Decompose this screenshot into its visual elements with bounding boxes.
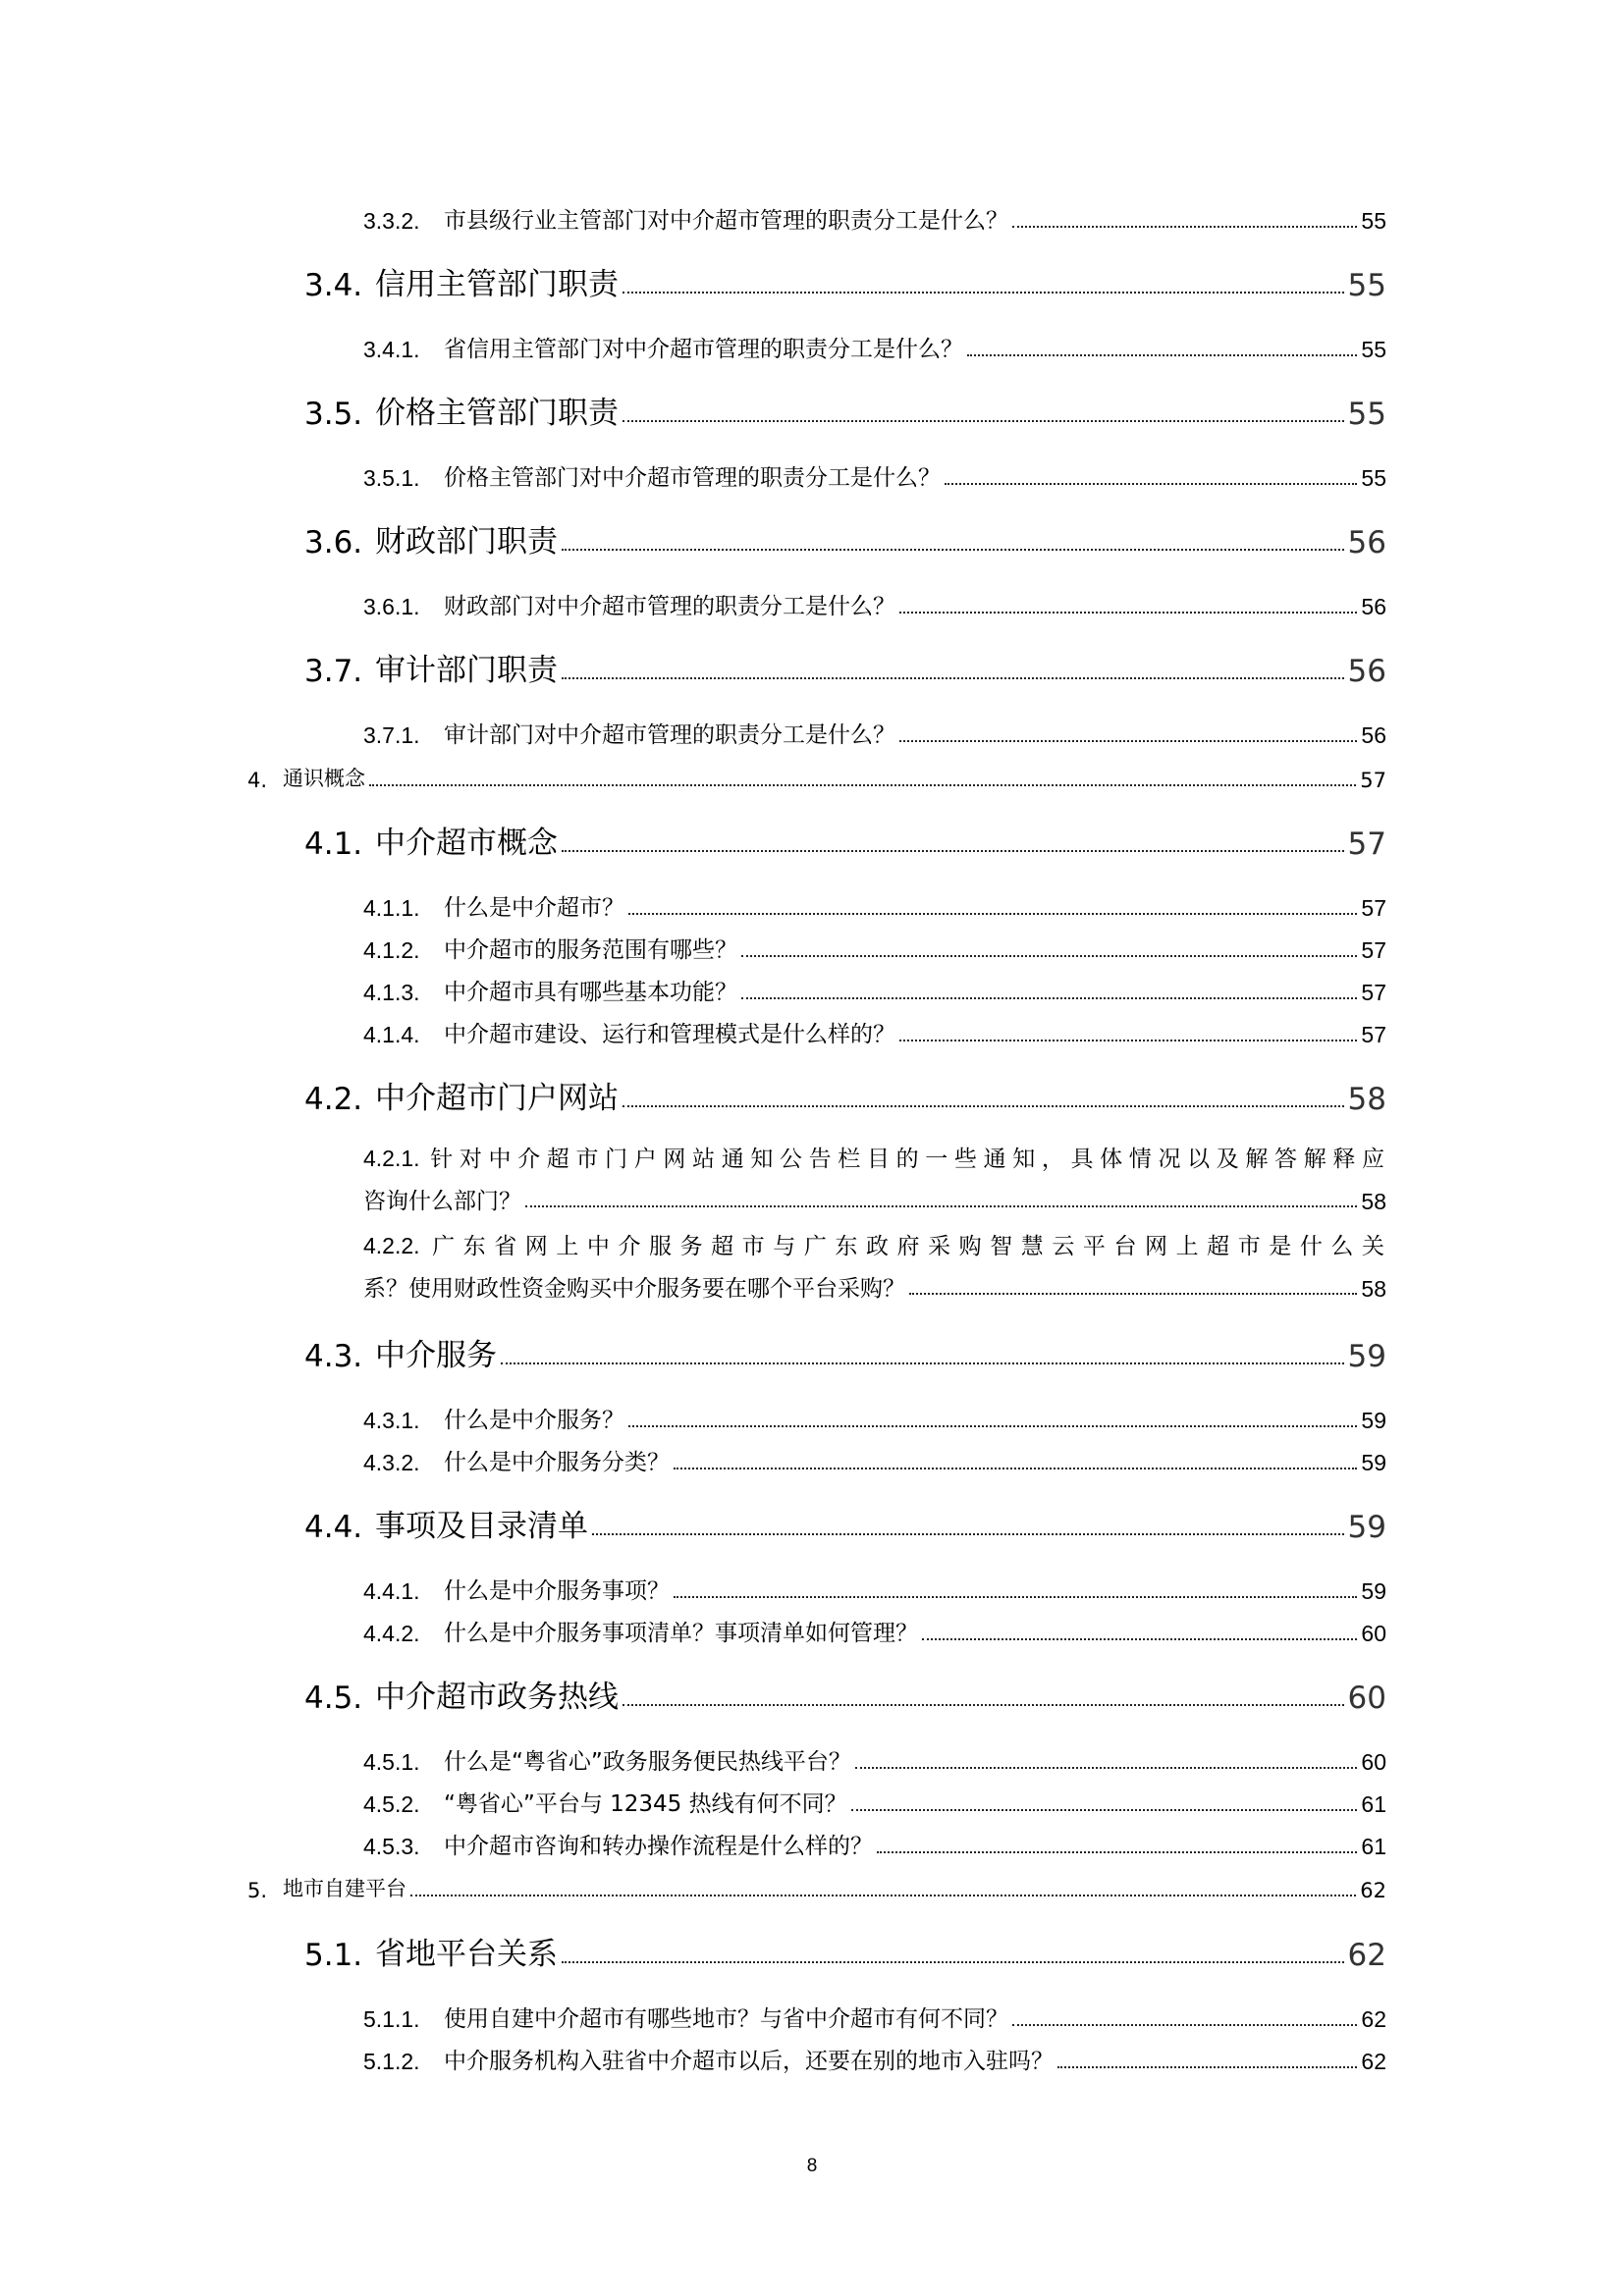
dot-leader xyxy=(623,1105,1344,1107)
dot-leader xyxy=(369,784,1356,786)
dot-leader xyxy=(623,292,1344,294)
toc-entry-3-7-1[interactable]: 3.7.1. 审计部门对中介超市管理的职责分工是什么？ 56 xyxy=(363,722,1386,748)
toc-entry-4-1-2[interactable]: 4.1.2. 中介超市的服务范围有哪些？ 57 xyxy=(363,937,1386,963)
dot-leader xyxy=(562,1961,1344,1963)
dot-leader xyxy=(741,955,1357,957)
dot-leader xyxy=(1012,226,1357,228)
toc-entry-4-3-2[interactable]: 4.3.2. 什么是中介服务分类？ 59 xyxy=(363,1450,1386,1475)
toc-entry-4-2-2[interactable]: 4.2.2. 广东省网上中介服务超市与广东政府采购智慧云平台网上超市是什么关 系？使用财政性资金购买中介服务要在哪个平台采购？ 58 xyxy=(363,1233,1386,1302)
toc-entry-3-7[interactable]: 3.7. 审计部门职责 56 xyxy=(304,653,1386,689)
toc-entry-4-5[interactable]: 4.5. 中介超市政务热线 60 xyxy=(304,1680,1386,1716)
page-number: 8 xyxy=(806,2156,818,2176)
toc-entry-3-3-2[interactable]: 3.3.2. 市县级行业主管部门对中介超市管理的职责分工是什么？ 55 xyxy=(363,208,1386,234)
dot-leader xyxy=(623,420,1344,422)
dot-leader xyxy=(501,1362,1344,1364)
toc-entry-4-5-3[interactable]: 4.5.3. 中介超市咨询和转办操作流程是什么样的？ 61 xyxy=(363,1834,1386,1859)
toc-entry-4-2-1[interactable]: 4.2.1. 针对中介超市门户网站通知公告栏目的一些通知，具体情况以及解答解释应 咨询什么部门？ 58 xyxy=(363,1146,1386,1214)
dot-leader xyxy=(562,549,1344,551)
dot-leader xyxy=(851,1809,1358,1811)
toc-entry-5-1[interactable]: 5.1. 省地平台关系 62 xyxy=(304,1937,1386,1973)
toc-entry-3-4[interactable]: 3.4. 信用主管部门职责 55 xyxy=(304,267,1386,303)
toc-entry-4-1-4[interactable]: 4.1.4. 中介超市建设、运行和管理模式是什么样的？ 57 xyxy=(363,1022,1386,1047)
dot-leader xyxy=(562,677,1344,679)
toc-entry-5-1-1[interactable]: 5.1.1. 使用自建中介超市有哪些地市？与省中介超市有何不同？ 62 xyxy=(363,2006,1386,2032)
toc-entry-4-4-2[interactable]: 4.4.2. 什么是中介服务事项清单？事项清单如何管理？ 60 xyxy=(363,1621,1386,1646)
toc-entry-3-6[interactable]: 3.6. 财政部门职责 56 xyxy=(304,524,1386,561)
dot-leader xyxy=(855,1767,1358,1769)
dot-leader xyxy=(899,612,1357,614)
toc-entry-3-6-1[interactable]: 3.6.1. 财政部门对中介超市管理的职责分工是什么？ 56 xyxy=(363,594,1386,619)
toc-entry-4-3[interactable]: 4.3. 中介服务 59 xyxy=(304,1338,1386,1374)
dot-leader xyxy=(410,1895,1356,1896)
dot-leader xyxy=(909,1293,1357,1295)
toc-entry-4-5-1[interactable]: 4.5.1. 什么是“粤省心”政务服务便民热线平台？ 60 xyxy=(363,1749,1386,1775)
dot-leader xyxy=(741,997,1357,999)
toc-entry-5-1-2[interactable]: 5.1.2. 中介服务机构入驻省中介超市以后，还要在别的地市入驻吗？ 62 xyxy=(363,2049,1386,2074)
dot-leader xyxy=(899,1040,1357,1041)
dot-leader xyxy=(899,740,1357,742)
toc-entry-3-5[interactable]: 3.5. 价格主管部门职责 55 xyxy=(304,396,1386,432)
toc-entry-4-1-3[interactable]: 4.1.3. 中介超市具有哪些基本功能？ 57 xyxy=(363,980,1386,1005)
dot-leader xyxy=(674,1468,1357,1469)
dot-leader xyxy=(623,1704,1344,1706)
toc-entry-5[interactable]: 5. 地市自建平台 62 xyxy=(247,1877,1386,1902)
dot-leader xyxy=(877,1851,1357,1853)
dot-leader xyxy=(525,1205,1357,1207)
toc-entry-3-4-1[interactable]: 3.4.1. 省信用主管部门对中介超市管理的职责分工是什么？ 55 xyxy=(363,337,1386,362)
toc-entry-4-2[interactable]: 4.2. 中介超市门户网站 58 xyxy=(304,1081,1386,1117)
toc-entry-4-4[interactable]: 4.4. 事项及目录清单 59 xyxy=(304,1509,1386,1545)
dot-leader xyxy=(628,913,1357,915)
dot-leader xyxy=(592,1533,1344,1535)
dot-leader xyxy=(1057,2066,1357,2068)
dot-leader xyxy=(674,1596,1357,1598)
toc-entry-4-3-1[interactable]: 4.3.1. 什么是中介服务？ 59 xyxy=(363,1408,1386,1433)
toc-entry-4-1[interactable]: 4.1. 中介超市概念 57 xyxy=(304,826,1386,862)
toc-entry-4-4-1[interactable]: 4.4.1. 什么是中介服务事项？ 59 xyxy=(363,1578,1386,1604)
dot-leader xyxy=(628,1425,1357,1427)
dot-leader xyxy=(945,483,1357,485)
dot-leader xyxy=(562,850,1344,852)
dot-leader xyxy=(967,354,1357,356)
dot-leader xyxy=(922,1638,1357,1640)
toc-entry-3-5-1[interactable]: 3.5.1. 价格主管部门对中介超市管理的职责分工是什么？ 55 xyxy=(363,465,1386,491)
toc-entry-4[interactable]: 4. 通识概念 57 xyxy=(247,767,1386,792)
toc-entry-4-5-2[interactable]: 4.5.2. “粤省心”平台与 12345 热线有何不同？ 61 xyxy=(363,1791,1386,1817)
toc-entry-4-1-1[interactable]: 4.1.1. 什么是中介超市？ 57 xyxy=(363,895,1386,921)
dot-leader xyxy=(1012,2024,1357,2026)
